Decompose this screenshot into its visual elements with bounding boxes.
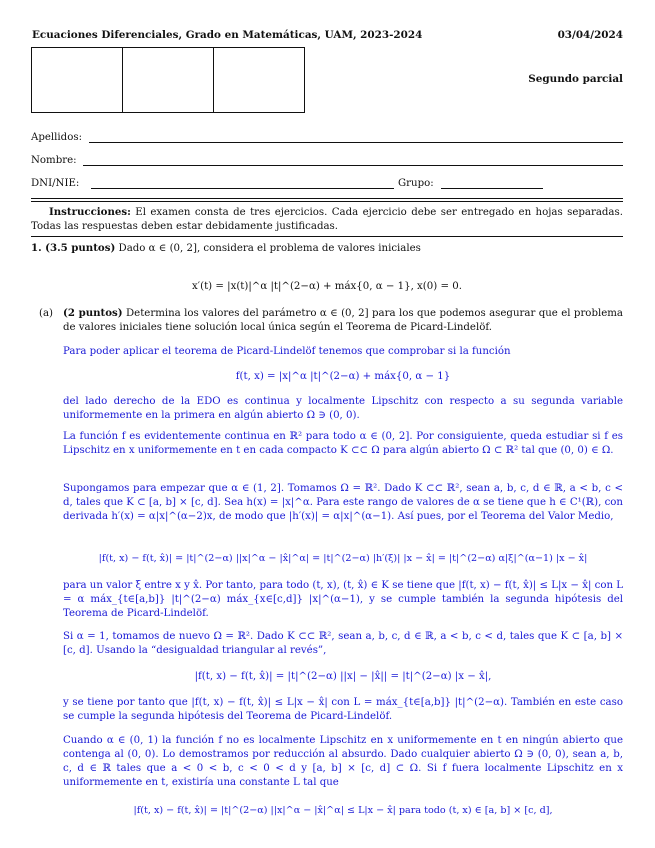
divider: [31, 201, 623, 202]
solution-s2: del lado derecho de la EDO es continua y localmente Lipschitz con respecto a su segunda variable uniformemente en la primera en algún abierto Ω ∋ (0, 0).: [63, 396, 623, 421]
solution-eq3: |f(t, x) − f(t, x̂)| = |t|^(2−α) ||x| − |x̂|| = |t|^(2−α) |x − x̂|,: [194, 671, 492, 682]
name-label: Nombre:: [31, 155, 77, 166]
solution-s8: Cuando α ∈ (0, 1) la función f no es localmente Lipschitz en x uniformemente en t en ningún abierto que contenga al (0, 0). Lo demostramos por reducción al absurdo. Dado cualquier abierto Ω ∋ (0, 0), sean a, b, c, d ∈ ℝ tales que a < 0 < b, c < 0 < d y [a, b] × [c, d] ⊂ Ω. Si f fuera localmente Lipschitz en x uniformemente en t, existiría una constante L tal que: [63, 735, 623, 788]
page-header: [32, 28, 623, 42]
part-a-text: Determina los valores del parámetro α ∈ (0, 2] para los que podemos asegurar que el problema de valores iniciales tiene solución local única según el Teorema de Picard-Lindelöf.: [63, 308, 623, 333]
solution-s3: La función f es evidentemente continua en ℝ² para todo α ∈ (0, 2]. Por consiguiente, queda estudiar si f es Lipschitz en x uniformemente en t en cada compacto K ⊂⊂ Ω para algún abierto Ω ⊂ ℝ² tal que (0, 0) ∈ Ω.: [63, 431, 623, 456]
divider: [31, 198, 623, 199]
surname-line: [89, 142, 623, 143]
problem-text: Dado α ∈ (0, 2], considera el problema de valores iniciales: [118, 243, 421, 254]
solution-eq4: |f(t, x) − f(t, x̂)| = |t|^(2−α) ||x|^α − |x̂|^α| ≤ L|x − x̂| para todo (t, x) ∈ [a, b] × [c, d],: [133, 805, 553, 816]
grade-box: [214, 48, 304, 112]
surname-field: [31, 131, 623, 145]
exam-date: 03/04/2024: [557, 29, 623, 41]
part-a-points: (2 puntos): [63, 307, 123, 319]
grade-box: [32, 48, 123, 112]
group-label: Grupo:: [398, 178, 434, 189]
problem-statement: [31, 242, 623, 256]
grade-boxes: [31, 47, 305, 113]
ivp-equation: x′(t) = |x(t)|^α |t|^(2−α) + máx{0, α − 1}, x(0) = 0.: [192, 281, 462, 292]
name-field: [31, 154, 623, 168]
solution-s6: Si α = 1, tomamos de nuevo Ω = ℝ². Dado K ⊂⊂ ℝ², sean a, b, c, d ∈ ℝ, a < b, c < d, tales que K ⊂ [a, b] × [c, d]. Usando la “desigualdad triangular al revés”,: [63, 631, 623, 656]
solution-eq2: |f(t, x) − f(t, x̂)| = |t|^(2−α) ||x|^α − |x̂|^α| = |t|^(2−α) |h′(ξ)| |x − x̂| = |t|^(2−α) α|ξ|^(α−1) |x − x̂|: [98, 553, 588, 564]
exam-title: Segundo parcial: [528, 73, 623, 85]
solution-s5: para un valor ξ entre x y x̂. Por tanto, para todo (t, x), (t, x̂) ∈ K se tiene que |f(t, x) − f(t, x̂)| ≤ L|x − x̂| con L = α máx_{t∈[a,b]} |t|^(2−α) máx_{x∈[c,d]} |x|^(α−1), y se cumple también la segunda hipótesis del Teorema de Picard-Lindelöf.: [63, 580, 624, 619]
divider: [31, 236, 623, 237]
instructions: [31, 206, 623, 234]
id-line: [91, 188, 394, 189]
id-label: DNI/NIE:: [31, 178, 80, 189]
solution-s4: Supongamos para empezar que α ∈ (1, 2]. Tomamos Ω = ℝ². Dado K ⊂⊂ ℝ², sean a, b, c, d ∈ ℝ, a < b, c < d, tales que K ⊂ [a, b] × [c, d]. Sea h(x) = |x|^α. Para este rango de valores de α se tiene que h ∈ C¹(ℝ), con derivada h′(x) = α|x|^(α−2)x, de modo que |h′(x)| = α|x|^(α−1). Así pues, por el Teorema del Valor Medio,: [63, 483, 623, 522]
instructions-label: Instrucciones:: [49, 206, 131, 218]
name-line: [83, 165, 623, 166]
solution-s7: y se tiene por tanto que |f(t, x) − f(t, x̂)| ≤ L|x − x̂| con L = máx_{t∈[a,b]} |t|^(2−α). También en este caso se cumple la segunda hipótesis del Teorema de Picard-Lindelöf.: [63, 697, 623, 722]
course-title: Ecuaciones Diferenciales, Grado en Matemáticas, UAM, 2023-2024: [32, 29, 423, 41]
instructions-text: El examen consta de tres ejercicios. Cada ejercicio debe ser entregado en hojas separadas. Todas las respuestas deben estar debidamente justificadas.: [31, 207, 623, 232]
part-a: [31, 307, 623, 335]
group-line: [441, 188, 543, 189]
id-group-field: [31, 177, 623, 191]
solution-eq1: f(t, x) = |x|^α |t|^(2−α) + máx{0, α − 1}: [235, 371, 451, 382]
surname-label: Apellidos:: [31, 132, 82, 143]
part-a-label: (a): [39, 308, 54, 319]
solution-s1: Para poder aplicar el teorema de Picard-Lindelöf tenemos que comprobar si la función: [63, 346, 511, 357]
problem-heading: 1. (3.5 puntos): [31, 242, 116, 254]
grade-box: [123, 48, 214, 112]
